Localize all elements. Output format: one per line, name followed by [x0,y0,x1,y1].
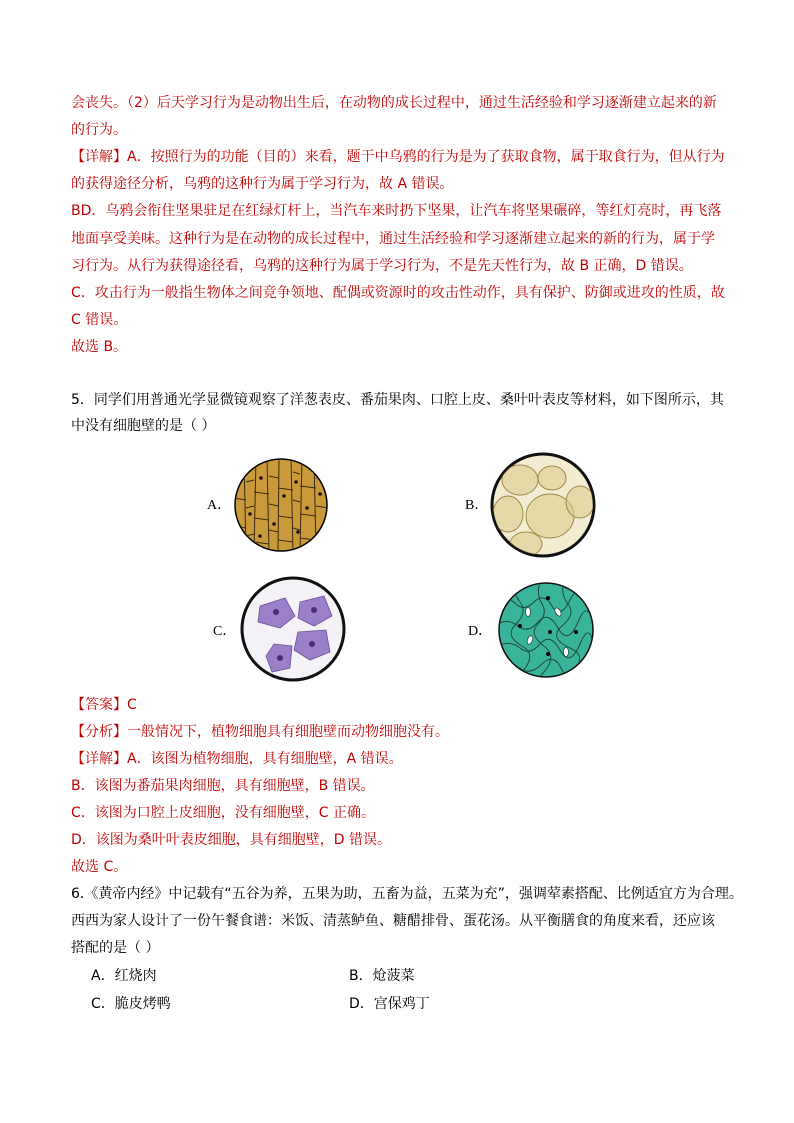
prev-choose: 故选 B。 [71,339,128,355]
option-c-label: C． [213,624,237,639]
q6-option-b: B．炝菠菜 [349,968,415,984]
option-a-label: A． [207,498,232,513]
prev-bd-line-1: BD．乌鸦会衔住坚果驻足在红绿灯杆上，当汽车来时扔下坚果，让汽车将坚果碾碎，等红灯亮时，再飞落 [71,203,722,219]
prev-c-line-1: C．攻击行为一般指生物体之间竞争领地、配偶或资源时的攻击性动作，具有保护、防御或进攻的性质，故 [71,285,725,301]
q5-answer [71,695,137,715]
answer-tag: 【答案】 [71,697,127,713]
q5-detail-c: C．该图为口腔上皮细胞，没有细胞壁，C 正确。 [71,805,375,821]
q6-stem-line-2: 西西为家人设计了一份午餐食谱：米饭、清蒸鲈鱼、糖醋排骨、蛋花汤。从平衡膳食的角度来看，还应该 [71,913,715,929]
mulberry-leaf-epidermis-image [498,582,594,678]
q5-analysis: 【分析】一般情况下，植物细胞具有细胞壁而动物细胞没有。 [71,724,449,740]
option-b-label: B． [465,498,489,513]
q5-stem-line-2: 中没有细胞壁的是（ ） [71,418,216,434]
q5-detail-a: 【详解】A．该图为植物细胞，具有细胞壁，A 错误。 [71,751,403,767]
q5-stem-line-1: 5．同学们用普通光学显微镜观察了洋葱表皮、番茄果肉、口腔上皮、桑叶叶表皮等材料，如下图所示，其 [71,392,724,408]
prev-answer-line-1: 会丧失。（2）后天学习行为是动物出生后，在动物的成长过程中，通过生活经验和学习逐渐建立起来的新 [71,95,717,111]
q6-option-c: C．脆皮烤鸭 [91,996,171,1012]
prev-c-line-2: C 错误。 [71,312,128,328]
q5-choose: 故选 C。 [71,859,128,875]
onion-epidermis-image [234,458,328,552]
q5-detail-b: B．该图为番茄果肉细胞，具有细胞壁，B 错误。 [71,778,375,794]
option-d-label: D． [468,624,493,639]
detail-tag: 【详解】 [71,149,127,165]
prev-bd-line-3: 习行为。从行为获得途径看，乌鸦的这种行为属于学习行为，不是先天性行为，故 B 正确，D 错误。 [71,258,693,274]
answer-value: C [127,697,137,713]
oral-epithelium-image [240,576,346,682]
q6-option-d: D．宫保鸡丁 [349,996,430,1012]
prev-detail-line-2: 的获得途径分析，乌鸦的这种行为属于学习行为，故 A 错误。 [71,176,454,192]
q6-stem-line-1: 6.《黄帝内经》中记载有“五谷为养，五果为助，五畜为益，五菜为充”，强调荤素搭配、比例适宜方为合理。 [71,886,743,902]
prev-bd-line-2: 地面享受美味。这种行为是在动物的成长过程中，通过生活经验和学习逐渐建立起来的新的行为，属于学 [71,231,715,247]
detail-tag: 【详解】 [71,751,127,767]
q6-stem-line-3: 搭配的是（ ） [71,940,160,956]
q6-option-a: A．红烧肉 [91,968,157,984]
analysis-tag: 【分析】 [71,724,127,740]
q5-detail-d: D．该图为桑叶叶表皮细胞，具有细胞壁，D 错误。 [71,832,392,848]
prev-answer-line-2: 的行为。 [71,122,127,138]
prev-detail-line-1: 【详解】A．按照行为的功能（目的）来看，题干中乌鸦的行为是为了获取食物，属于取食行为，但从行为 [71,149,725,165]
tomato-pulp-image [490,452,596,558]
